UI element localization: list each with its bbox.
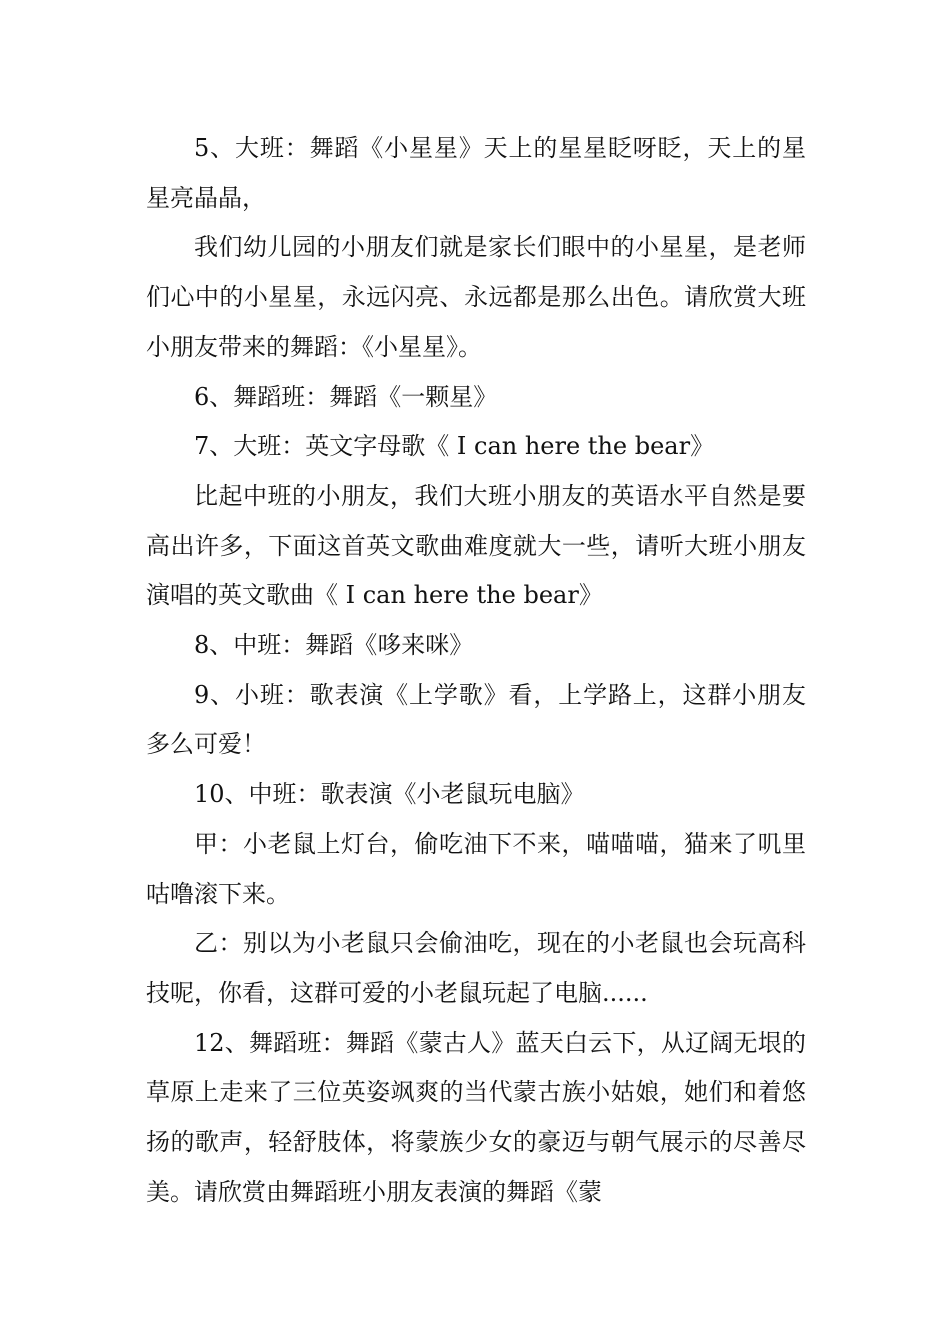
document-body — [146, 124, 806, 1217]
paragraph-star-intro: 我们幼儿园的小朋友们就是家长们眼中的小星星，是老师们心中的小星星，永远闪亮、永远都是那么出色。请欣赏大班小朋友带来的舞蹈：《小星星》。 — [146, 233, 806, 361]
paragraph-item-9: 9、小班：歌表演《上学歌》看，上学路上，这群小朋友多么可爱！ — [146, 680, 806, 759]
paragraph-item-8: 8、中班：舞蹈《哆来咪》 — [194, 631, 474, 660]
paragraph-english-song-intro: 比起中班的小朋友，我们大班小朋友的英语水平自然是要高出许多，下面这首英文歌曲难度就大一些，请听大班小朋友演唱的英文歌曲《 I can here the bear》 — [146, 481, 806, 610]
paragraph-item-5: 5、大班：舞蹈《小星星》天上的星星眨呀眨，天上的星星亮晶晶， — [146, 134, 806, 212]
paragraph-item-6: 6、舞蹈班：舞蹈《一颗星》 — [194, 382, 498, 411]
paragraph-item-10: 10、中班：歌表演《小老鼠玩电脑》 — [194, 780, 585, 809]
paragraph-item-7: 7、大班：英文字母歌《 I can here the bear》 — [194, 432, 715, 461]
paragraph-item-12: 12、舞蹈班：舞蹈《蒙古人》蓝天白云下，从辽阔无垠的草原上走来了三位英姿飒爽的当代蒙古族小姑娘，她们和着悠扬的歌声，轻舒肢体，将蒙族少女的豪迈与朝气展示的尽善尽美。请欣赏由舞蹈班小朋友表演的舞蹈《蒙 — [146, 1028, 806, 1206]
paragraph-speaker-a: 甲：小老鼠上灯台，偷吃油下不来，喵喵喵，猫来了叽里咕噜滚下来。 — [146, 829, 806, 908]
paragraph-speaker-b: 乙：别以为小老鼠只会偷油吃，现在的小老鼠也会玩高科技呢，你看，这群可爱的小老鼠玩起了电脑...... — [146, 929, 806, 1007]
